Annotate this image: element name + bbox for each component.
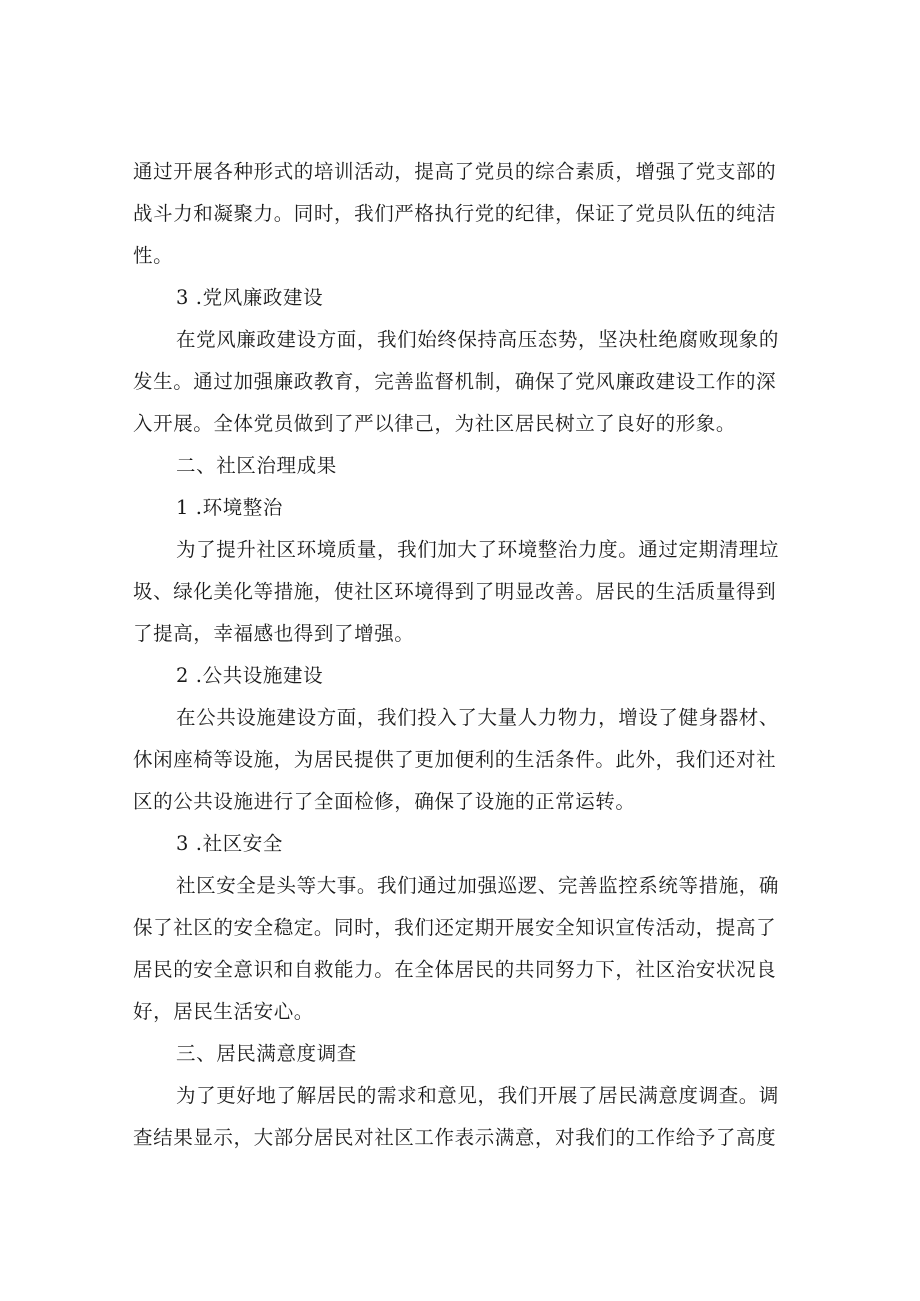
paragraph-line: 入开展。全体党员做到了严以律己，为社区居民树立了良好的形象。	[133, 412, 737, 435]
paragraph-line: 在党风廉政建设方面，我们始终保持高压态势，坚决杜绝腐败现象的	[176, 328, 780, 351]
section-heading: 1 .环境整治	[176, 496, 284, 519]
paragraph-line: 为了提升社区环境质量，我们加大了环境整治力度。通过定期清理垃	[176, 538, 780, 561]
paragraph-line: 在公共设施建设方面，我们投入了大量人力物力，增设了健身器材、	[176, 706, 780, 729]
section-heading: 2 .公共设施建设	[176, 664, 324, 687]
paragraph-line: 为了更好地了解居民的需求和意见，我们开展了居民满意度调查。调	[176, 1084, 780, 1107]
paragraph-line: 战斗力和凝聚力。同时，我们严格执行党的纪律，保证了党员队伍的纯洁	[133, 202, 777, 225]
paragraph-line: 区的公共设施进行了全面检修，确保了设施的正常运转。	[133, 790, 636, 813]
paragraph-line: 查结果显示，大部分居民对社区工作表示满意，对我们的工作给予了高度	[133, 1126, 777, 1149]
paragraph-line: 了提高，幸福感也得到了增强。	[133, 622, 415, 645]
paragraph-line: 性。	[133, 244, 174, 267]
paragraph-line: 保了社区的安全稳定。同时，我们还定期开展安全知识宣传活动，提高了	[133, 916, 777, 939]
section-heading: 3 .社区安全	[176, 832, 284, 855]
chapter-heading: 三、居民满意度调查	[176, 1042, 357, 1065]
paragraph-line: 社区安全是头等大事。我们通过加强巡逻、完善监控系统等措施，确	[176, 874, 780, 897]
paragraph-line: 好，居民生活安心。	[133, 1000, 314, 1023]
paragraph-line: 休闲座椅等设施，为居民提供了更加便利的生活条件。此外，我们还对社	[133, 748, 777, 771]
paragraph-line: 圾、绿化美化等措施，使社区环境得到了明显改善。居民的生活质量得到	[133, 580, 777, 603]
paragraph-line: 居民的安全意识和自救能力。在全体居民的共同努力下，社区治安状况良	[133, 958, 777, 981]
paragraph-line: 发生。通过加强廉政教育，完善监督机制，确保了党风廉政建设工作的深	[133, 370, 777, 393]
chapter-heading: 二、社区治理成果	[176, 454, 337, 477]
paragraph-line: 通过开展各种形式的培训活动，提高了党员的综合素质，增强了党支部的	[133, 160, 777, 183]
section-heading: 3 .党风廉政建设	[176, 286, 324, 309]
